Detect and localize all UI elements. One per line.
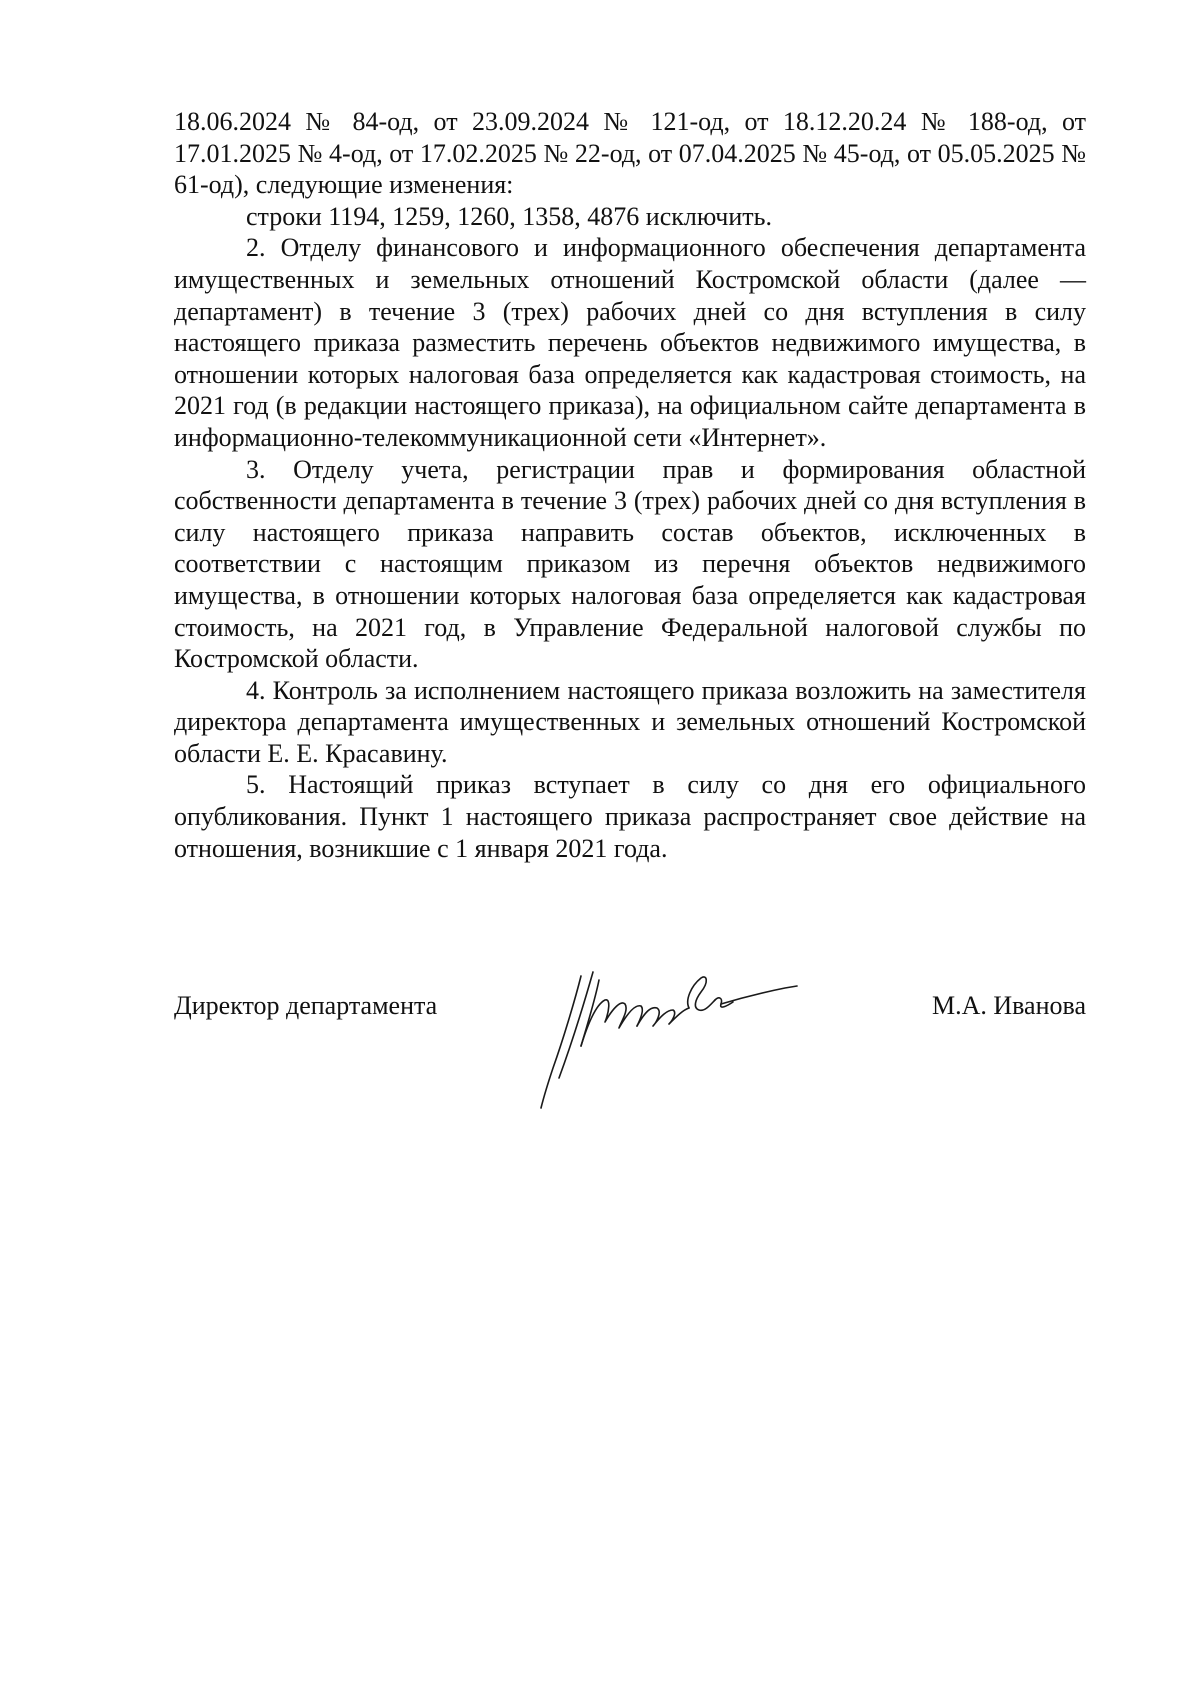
handwritten-signature-icon (535, 960, 805, 1120)
signatory-name: М.А. Иванова (931, 991, 1086, 1020)
signatory-position: Директор департамента (174, 991, 438, 1020)
paragraph-item-4: 4. Контроль за исполнением настоящего приказа возложить на заместителя директора департамента имущественных и земельных отношений Костромской области Е. Е. Красавину. (174, 675, 1086, 768)
paragraph-item-5: 5. Настоящий приказ вступает в силу со дня его официального опубликования. Пункт 1 настоящего приказа распространяет свое действие на отношения, возникшие с 1 января 2021 года. (174, 770, 1086, 863)
document-body (174, 106, 1086, 864)
paragraph-item-2: 2. Отделу финансового и информационного обеспечения департамента имущественных и земельных отношений Костромской области (далее — департамент) в течение 3 (трех) рабочих дней со дня вступления в силу настоящего приказа разместить перечень объектов недвижимого имущества, в отношении которых налоговая база определяется как кадастровая стоимость, на 2021 год (в редакции настоящего приказа), на официальном сайте департамента в информационно-телекоммуникационной сети «Интернет». (174, 233, 1086, 452)
paragraph-exclusion: строки 1194, 1259, 1260, 1358, 4876 исключить. (246, 201, 773, 231)
paragraph-item-3: 3. Отделу учета, регистрации прав и формирования областной собственности департамента в течение 3 (трех) рабочих дней со дня вступления в силу настоящего приказа направить состав объектов, исключенных в соответствии с настоящим приказом из перечня объектов недвижимого имущества, в отношении которых налоговая база определяется как кадастровая стоимость, на 2021 год, в Управление Федеральной налоговой службы по Костромской области. (174, 454, 1086, 674)
paragraph-continuation: 18.06.2024 № 84-од, от 23.09.2024 № 121-од, от 18.12.20.24 № 188-од, от 17.01.2025 № 4-од, от 17.02.2025 № 22-од, от 07.04.2025 № 45-од, от 05.05.2025 № 61-од), следующие изменения: (174, 107, 1086, 200)
